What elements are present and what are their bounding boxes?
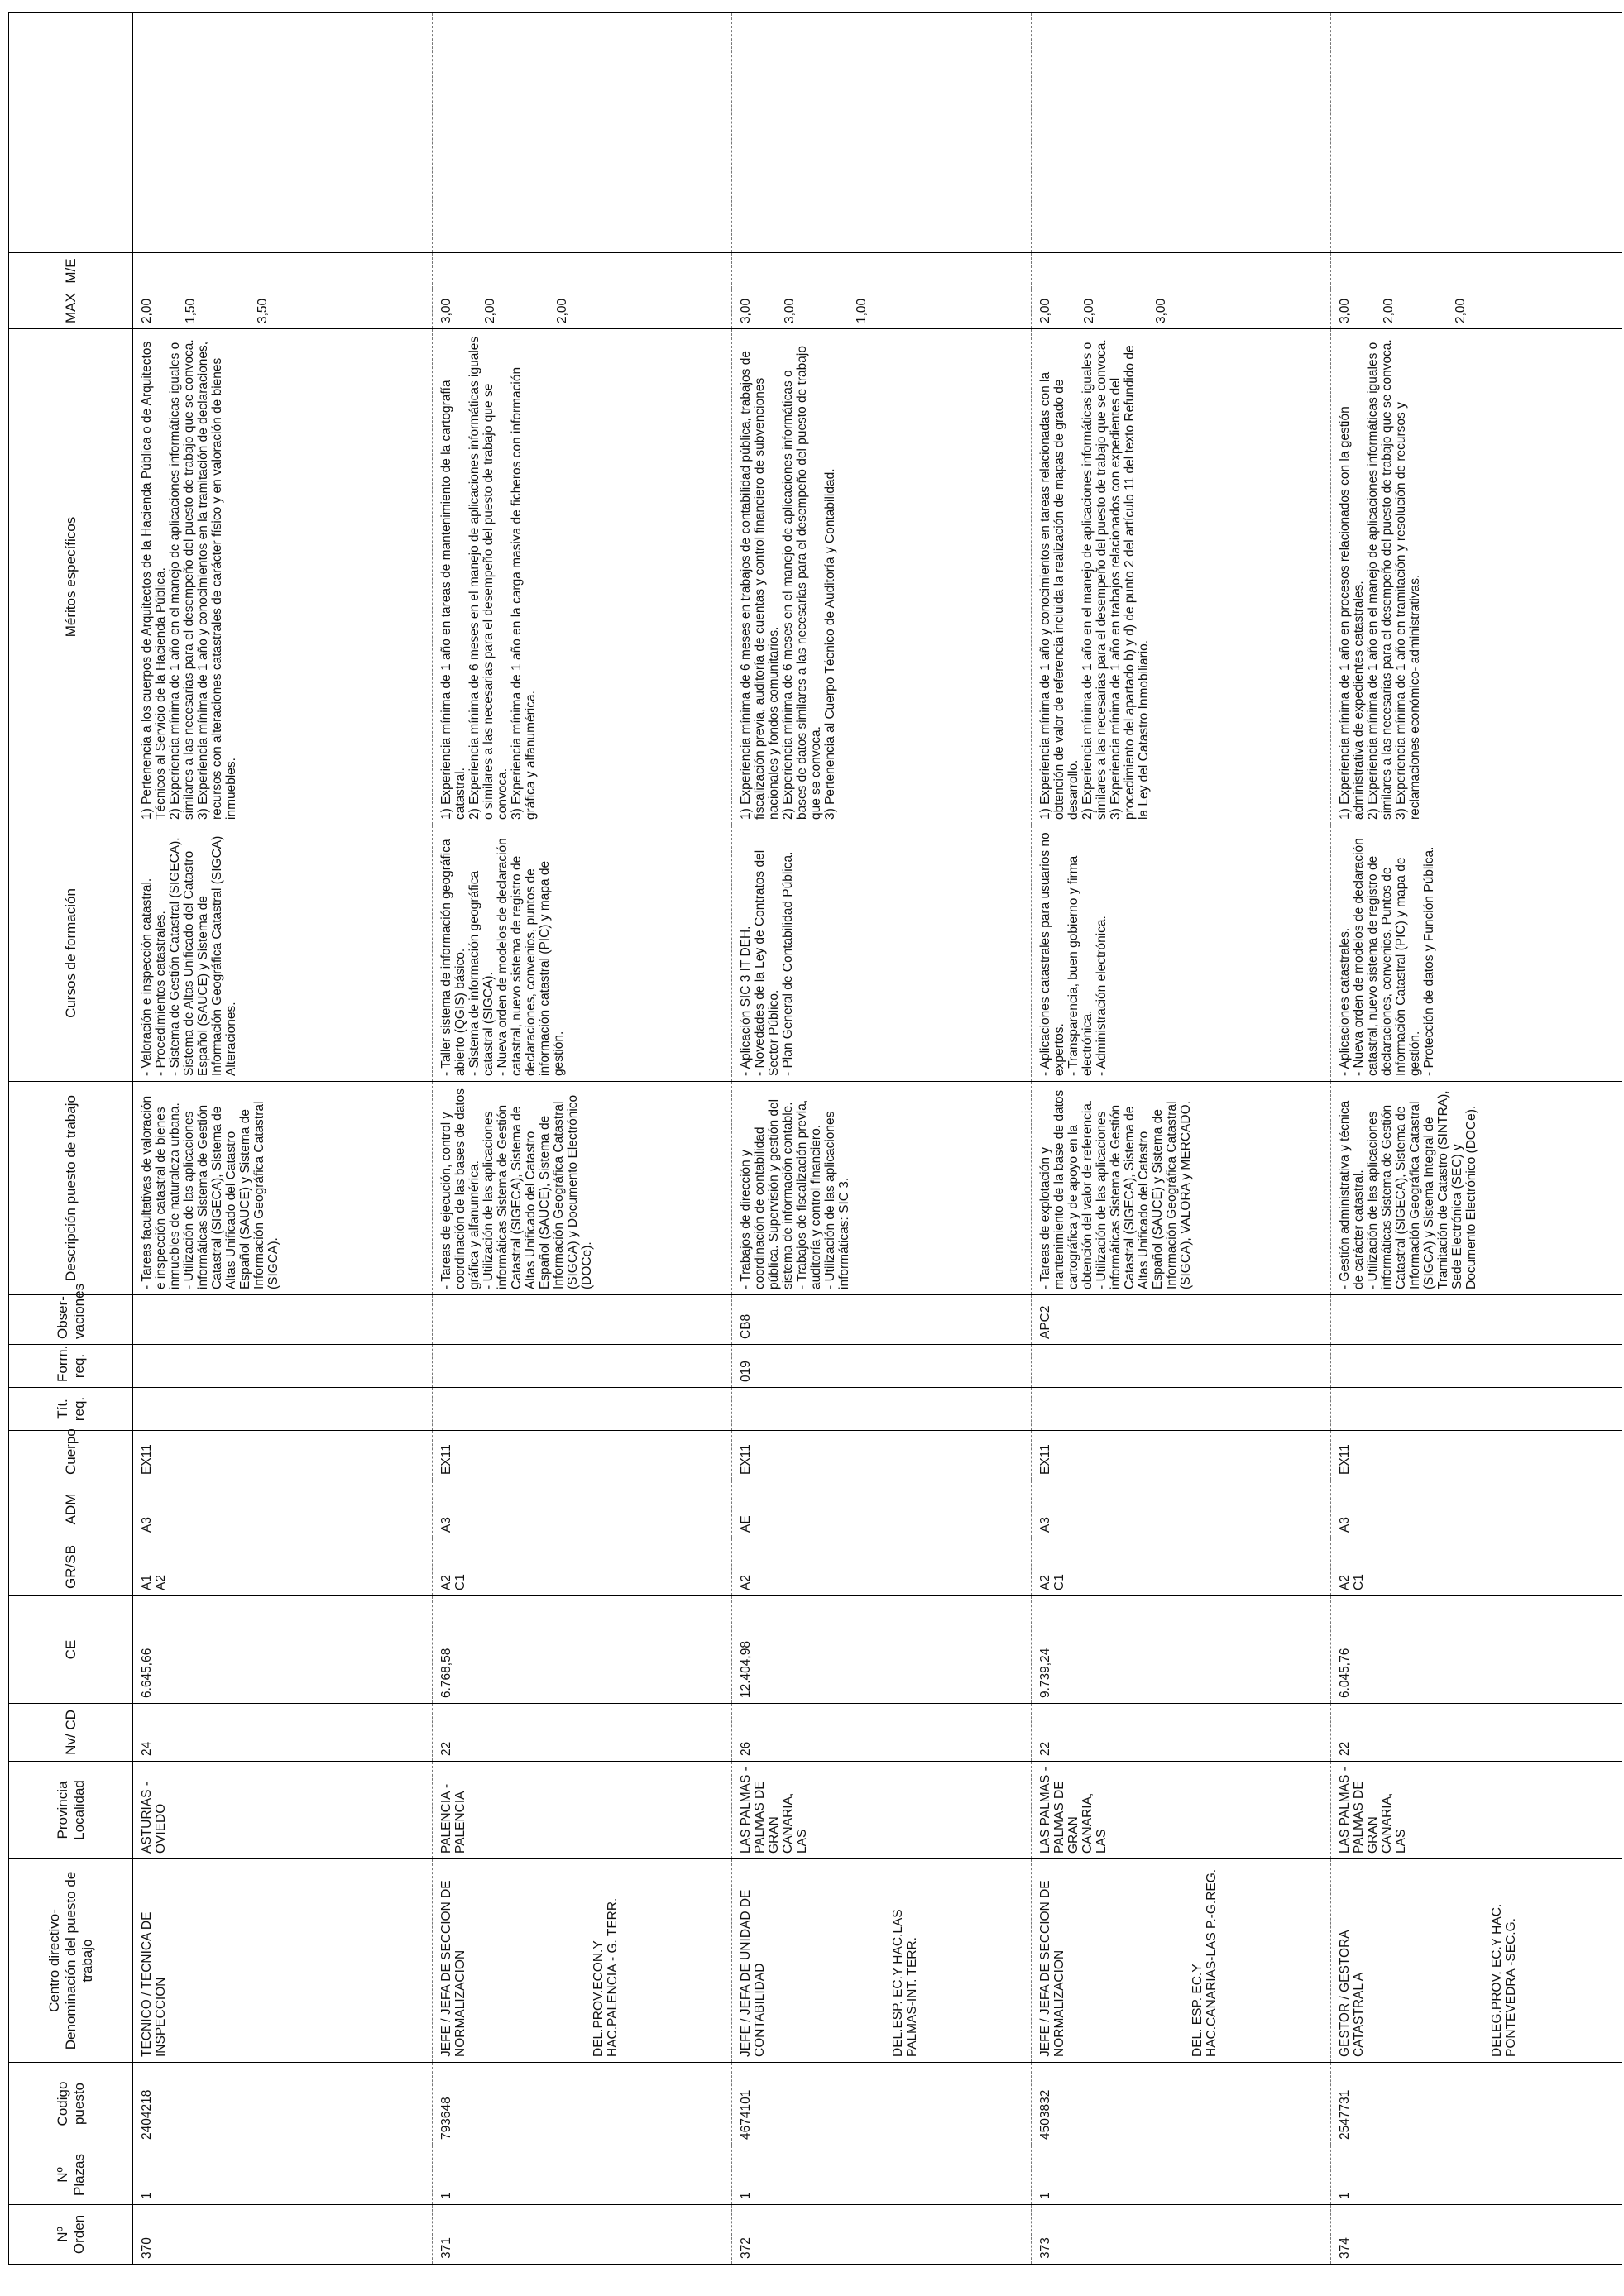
job-title: TECNICO / TECNICA DE INSPECCION — [140, 1911, 168, 2057]
cell-adm: A3 — [133, 1480, 433, 1538]
cell-orden: 373 — [1032, 2205, 1331, 2265]
cell-cuerpo: EX11 — [1331, 1431, 1622, 1480]
cell-blank — [433, 13, 732, 253]
cell-centro — [433, 1859, 732, 2063]
cell-nivel: 22 — [1331, 1704, 1622, 1762]
cell-descripcion: - Tareas de explotación y mantenimiento de la base de datos cartográfica y de apoyo en la obtención del valor de referencia. - Utilización de las aplicaciones informáticas Sistema de Gestión Catastral (SIGECA), Sistema de Altas Unificado del Catastro Español (SAUCE) y Sistema de Información Geográfica Catastral (SIGCA), VALORA y MERCADO. — [1032, 1082, 1331, 1295]
cell-obs: CB8 — [732, 1295, 1032, 1345]
cell-obs: APC2 — [1032, 1295, 1331, 1345]
cell-centro — [732, 1859, 1032, 2063]
cell-orden: 371 — [433, 2205, 732, 2265]
table-row — [1032, 13, 1331, 2265]
cell-nivel: 24 — [133, 1704, 433, 1762]
cell-nivel: 22 — [433, 1704, 732, 1762]
cell-adm: AE — [732, 1480, 1032, 1538]
header-codigo: Codigo puesto — [9, 2063, 133, 2145]
cell-plazas: 1 — [1032, 2145, 1331, 2205]
cell-form — [433, 1345, 732, 1388]
cell-ce: 9.739,24 — [1032, 1596, 1331, 1704]
cell-obs — [133, 1295, 433, 1345]
header-ce: CE — [9, 1596, 133, 1704]
cell-orden: 370 — [133, 2205, 433, 2265]
cell-max — [133, 289, 433, 329]
max-score: 2,00 — [555, 298, 569, 323]
cell-centro — [133, 1859, 433, 2063]
cell-meritos: 1) Pertenencia a los cuerpos de Arquitectos de la Hacienda Pública o de Arquitectos Técnicos al Servicio de la Hacienda Pública. 2) Experiencia mínima de 1 año en el manejo de aplicaciones informáticas iguales o similares a las necesarias para el desempeño del puesto de trabajo que se convoca. 3) Experiencia mínima de 1 año y conocimientos en la tramitación de declaraciones, recursos con alteraciones catastrales de carácter físico y en valoración de bienes inmuebles. — [133, 329, 433, 825]
cell-provincia: LAS PALMAS - PALMAS DE GRAN CANARIA, LAS — [1331, 1762, 1622, 1859]
cell-tit — [1331, 1388, 1622, 1431]
cell-tit — [133, 1388, 433, 1431]
cell-ce: 6.768,58 — [433, 1596, 732, 1704]
cell-me — [133, 253, 433, 289]
max-score: 3,00 — [1154, 298, 1168, 323]
cell-codigo: 2547731 — [1331, 2063, 1622, 2145]
max-score: 2,00 — [1038, 298, 1052, 323]
cell-me — [1032, 253, 1331, 289]
cell-ce: 12.404,98 — [732, 1596, 1032, 1704]
header-form: Form. req. — [9, 1345, 133, 1388]
cell-meritos: 1) Experiencia mínima de 6 meses en trabajos de contabilidad pública, trabajos de fiscalización previa, auditoría de cuentas y control financiero de subvenciones nacionales y fondos comunitarios. 2) Experiencia mínima de 6 meses en el manejo de aplicaciones informáticas o bases de datos similares a las necesarias para el desempeño del puesto de trabajo que se convoca. 3) Pertenencia al Cuerpo Técnico de Auditoría y Contabilidad. — [732, 329, 1032, 825]
cell-grsb: A2 C1 — [433, 1538, 732, 1596]
cell-max — [433, 289, 732, 329]
cell-ce: 6.645,66 — [133, 1596, 433, 1704]
cell-form — [1032, 1345, 1331, 1388]
header-obs: Obser-vaciones — [9, 1295, 133, 1345]
header-me: M/E — [9, 253, 133, 289]
cell-cursos: - Aplicaciones catastrales para usuarios no expertos. - Transparencia, buen gobierno y firma electrónica. - Administración electrónica. — [1032, 825, 1331, 1082]
cell-adm: A3 — [433, 1480, 732, 1538]
max-score: 3,00 — [1338, 298, 1352, 323]
cell-tit — [433, 1388, 732, 1431]
cell-codigo: 4674101 — [732, 2063, 1032, 2145]
cell-form: 019 — [732, 1345, 1032, 1388]
cell-cursos: - Aplicaciones catastrales. - Nueva orden de modelos de declaración catastral, nuevo sistema de registro de declaraciones, convenios, Puntos de Información Catastral (PIC) y mapa de gestión. - Protección de datos y Función Pública. — [1331, 825, 1622, 1082]
cell-adm: A3 — [1032, 1480, 1331, 1538]
header-cursos: Cursos de formación — [9, 825, 133, 1082]
cell-provincia: LAS PALMAS - PALMAS DE GRAN CANARIA, LAS — [732, 1762, 1032, 1859]
cell-plazas: 1 — [1331, 2145, 1622, 2205]
header-provincia: Provincia Localidad — [9, 1762, 133, 1859]
cell-me — [1331, 253, 1622, 289]
job-title: JEFE / JEFA DE SECCION DE NORMALIZACION — [439, 1880, 467, 2057]
cell-orden: 372 — [732, 2205, 1032, 2265]
max-score: 1,00 — [855, 298, 869, 323]
max-score: 3,50 — [256, 298, 270, 323]
table-row — [433, 13, 732, 2265]
max-score: 1,50 — [184, 298, 198, 323]
cell-provincia: PALENCIA - PALENCIA — [433, 1762, 732, 1859]
cell-max — [1331, 289, 1622, 329]
header-descripcion: Descripción puesto de trabajo — [9, 1082, 133, 1295]
job-title: JEFE / JEFA DE SECCION DE NORMALIZACION — [1038, 1880, 1066, 2057]
header-orden: Nº Orden — [9, 2205, 133, 2265]
header-nivel: Nv/ CD — [9, 1704, 133, 1762]
cell-me — [433, 253, 732, 289]
cell-max — [1032, 289, 1331, 329]
cell-blank — [133, 13, 433, 253]
cell-orden: 374 — [1331, 2205, 1622, 2265]
cell-codigo: 793648 — [433, 2063, 732, 2145]
cell-cuerpo: EX11 — [433, 1431, 732, 1480]
cell-grsb: A2 C1 — [1032, 1538, 1331, 1596]
cell-form — [133, 1345, 433, 1388]
cell-plazas: 1 — [133, 2145, 433, 2205]
department-name: DEL.PROV.ECON.Y HAC.PALENCIA - G. TERR. — [592, 1897, 620, 2057]
table-row — [732, 13, 1032, 2265]
cell-nivel: 22 — [1032, 1704, 1331, 1762]
cell-codigo: 2404218 — [133, 2063, 433, 2145]
header-adm: ADM — [9, 1480, 133, 1538]
table-row — [1331, 13, 1622, 2265]
max-score: 3,00 — [439, 298, 453, 323]
header-tit: Tít. req. — [9, 1388, 133, 1431]
cell-tit — [1032, 1388, 1331, 1431]
cell-max — [732, 289, 1032, 329]
max-score: 2,00 — [140, 298, 154, 323]
cell-grsb: A2 — [732, 1538, 1032, 1596]
cell-descripcion: - Trabajos de dirección y coordinación de contabilidad pública. Supervisión y gestión del sistema de información contable. - Trabajos de fiscalización previa, auditoría y control financiero. - Utilización de las aplicaciones informáticas: SIC 3. — [732, 1082, 1032, 1295]
cell-meritos: 1) Experiencia mínima de 1 año en procesos relacionados con la gestión administrativa de expedientes catastrales. 2) Experiencia mínima de 1 año en el manejo de aplicaciones informáticas iguales o similares a las necesarias para el desempeño del puesto de trabajo que se convoca. 3) Experiencia mínima de 1 año en tramitación y resolución de recursos y reclamaciones económico- administrativas. — [1331, 329, 1622, 825]
cell-provincia: ASTURIAS - OVIEDO — [133, 1762, 433, 1859]
cell-cuerpo: EX11 — [133, 1431, 433, 1480]
positions-table — [8, 12, 1622, 2265]
cell-me — [732, 253, 1032, 289]
cell-grsb: A1 A2 — [133, 1538, 433, 1596]
cell-cuerpo: EX11 — [1032, 1431, 1331, 1480]
header-centro: Centro directivo-Denominación del puesto de trabajo — [9, 1859, 133, 2063]
cell-obs — [433, 1295, 732, 1345]
cell-descripcion: - Gestión administrativa y técnica de carácter catastral. - Utilización de las aplicaciones informáticas Sistema de Gestión Catastral (SIGECA), Sistema de Información Geográfica Catastral (SIGCA) y Sistema Integral de Tramitación de Catastro (SINTRA), Sede Electrónica (SEC) y Documento Electrónico (DOCe). — [1331, 1082, 1622, 1295]
cell-grsb: A2 C1 — [1331, 1538, 1622, 1596]
cell-provincia: LAS PALMAS - PALMAS DE GRAN CANARIA, LAS — [1032, 1762, 1331, 1859]
cell-meritos: 1) Experiencia mínima de 1 año y conocimientos en tareas relacionadas con la obtención de valor de referencia incluida la realización de mapas de grado de desarrollo. 2) Experiencia mínima de 1 año en el manejo de aplicaciones informáticas iguales o similares a las necesarias para el desempeño del puesto de trabajo que se convoca. 3) Experiencia mínima de 1 año en trabajos relacionados con expedientes del procedimiento del apartado b) y d) de punto 2 del artículo 11 del texto Refundido de la Ley del Catastro Inmobiliario. — [1032, 329, 1331, 825]
header-cuerpo: Cuerpo — [9, 1431, 133, 1480]
max-score: 2,00 — [1382, 298, 1396, 323]
cell-cuerpo: EX11 — [732, 1431, 1032, 1480]
cell-form — [1331, 1345, 1622, 1388]
cell-cursos: - Aplicación SIC 3 IT DEH. - Novedades de la Ley de Contratos del Sector Público. - Plan General de Contabilidad Pública. — [732, 825, 1032, 1082]
cell-plazas: 1 — [732, 2145, 1032, 2205]
table-body — [133, 13, 1622, 2265]
max-score: 3,00 — [783, 298, 797, 323]
cell-adm: A3 — [1331, 1480, 1622, 1538]
max-score: 2,00 — [1082, 298, 1096, 323]
cell-plazas: 1 — [433, 2145, 732, 2205]
max-score: 2,00 — [483, 298, 497, 323]
job-title: GESTOR / GESTORA CATASTRAL A — [1338, 1930, 1366, 2057]
cell-cursos: - Valoración e inspección catastral. - Procedimientos catastrales. - Sistema de Gestión Catastral (SIGECA), Sistema de Altas Unificado del Catastro Español (SAUCE) y Sistema de Información Geográfica Catastral (SIGCA) Alteraciones. — [133, 825, 433, 1082]
cell-descripcion: - Tareas de ejecución, control y coordinación de las bases de datos gráfica y alfanumérica. - Utilización de las aplicaciones informáticas Sistema de Gestión Catastral (SIGECA), Sistema de Altas Unificado del Catastro Español (SAUCE), Sistema de Información Geográfica Catastral (SIGCA) y Documento Electrónico (DOCe). — [433, 1082, 732, 1295]
job-title: JEFE / JEFA DE UNIDAD DE CONTABILIDAD — [739, 1889, 767, 2057]
cell-codigo: 4503832 — [1032, 2063, 1331, 2145]
header-meritos: Méritos específicos — [9, 329, 133, 825]
table-row — [133, 13, 433, 2265]
cell-centro — [1032, 1859, 1331, 2063]
max-score: 2,00 — [1454, 298, 1468, 323]
cell-blank — [732, 13, 1032, 253]
header-blank — [9, 13, 133, 253]
cell-tit — [732, 1388, 1032, 1431]
header-plazas: Nº Plazas — [9, 2145, 133, 2205]
cell-blank — [1331, 13, 1622, 253]
department-name: DEL.ESP. EC.Y HAC.LAS PALMAS-INT. TERR. — [891, 1909, 919, 2057]
department-name: DEL. ESP. EC.Y HAC.CANARIAS-LAS P.-G.REG. — [1190, 1868, 1219, 2057]
cell-cursos: - Taller sistema de información geográfica abierto (QGIS) básico. - Sistema de información geográfica catastral (SIGCA). - Nueva orden de modelos de declaración catastral, nuevo sistema de registro de declaraciones, convenios, puntos de información catastral (PIC) y mapa de gestión. — [433, 825, 732, 1082]
cell-descripcion: - Tareas facultativas de valoración e inspección catastral de bienes inmuebles de naturaleza urbana. - Utilización de las aplicaciones informáticas Sistema de Gestión Catastral (SIGECA), Sistema de Altas Unificado del Catastro Español (SAUCE) y Sistema de Información Geográfica Catastral (SIGCA). — [133, 1082, 433, 1295]
department-name: DELEG.PROV. EC.Y HAC. PONTEVEDRA -SEC.G. — [1490, 1903, 1518, 2057]
header-grsb: GR/SB — [9, 1538, 133, 1596]
cell-obs — [1331, 1295, 1622, 1345]
header-row — [9, 13, 133, 2265]
cell-blank — [1032, 13, 1331, 253]
cell-centro — [1331, 1859, 1622, 2063]
max-score: 3,00 — [739, 298, 753, 323]
cell-meritos: 1) Experiencia mínima de 1 año en tareas de mantenimiento de la cartografía catastral. 2) Experiencia mínima de 6 meses en el manejo de aplicaciones informáticas iguales o similares a las necesarias para el desempeño del puesto de trabajo que se convoca. 3) Experiencia mínima de 1 año en la carga masiva de ficheros con información gráfica y alfanumérica. — [433, 329, 732, 825]
cell-nivel: 26 — [732, 1704, 1032, 1762]
header-max: MAX — [9, 289, 133, 329]
cell-ce: 6.045,76 — [1331, 1596, 1622, 1704]
